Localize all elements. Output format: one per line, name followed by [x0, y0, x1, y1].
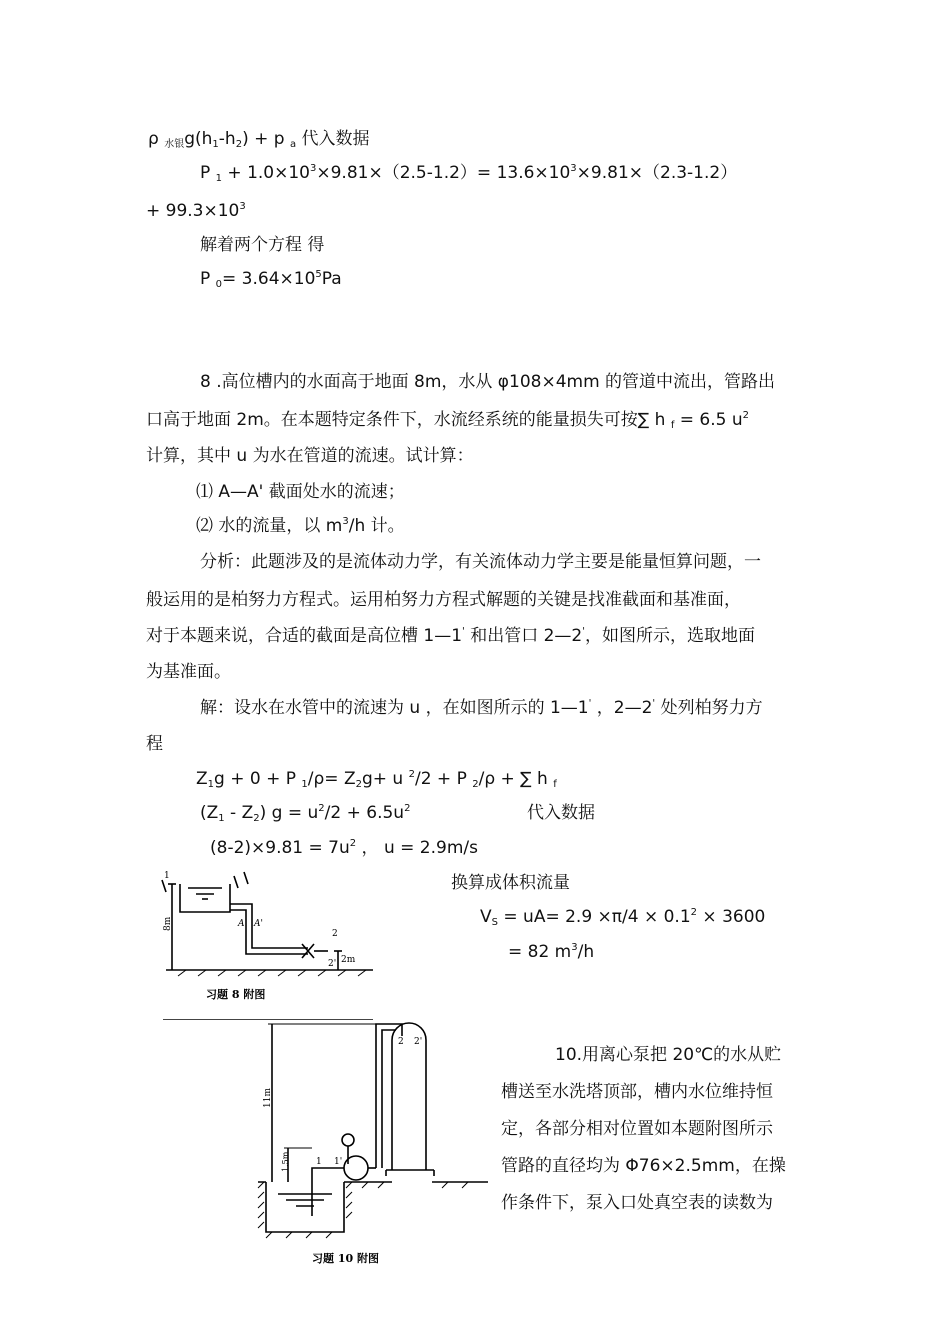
solution-line-1: 解：设水在水管中的流速为 u ，在如图所示的 1—1' ，2—2' 处列柏努力方 — [200, 698, 763, 718]
velocity-result: $(8-2)\times 9.81 = 7u^2$ ， u = 2.9m/s — [210, 838, 478, 858]
substitute-data-label: 代入数据 — [527, 803, 595, 823]
fig8-label-outlet-height: 2m — [341, 955, 356, 965]
formula-line-2: P $_1 + 1.0\times 10^3\times 9.81\times(2.5-1.2)= 13.6\times 10^3\times 9.81\times(2.3-1.2)$ — [200, 163, 738, 184]
problem-10-line-5: 作条件下，泵入口处真空表的读数为 — [501, 1193, 773, 1213]
fig8-label-1: 1 — [164, 871, 170, 881]
problem-10-line-4: 管路的直径均为 Φ76×2.5mm，在操 — [501, 1156, 786, 1176]
analysis-line-2: 般运用的是柏努力方程式。运用柏努力方程式解题的关键是找准截面和基准面， — [146, 590, 741, 610]
problem-8-line-2: 口高于地面 2m。在本题特定条件下，水流经系统的能量损失可按∑ h $_f$ = 6.5 $u^2$ — [146, 410, 749, 431]
solve-text: 解着两个方程 得 — [200, 235, 325, 255]
analysis-line-1: 分析：此题涉及的是流体动力学，有关流体动力学主要是能量恒算问题，一 — [200, 552, 761, 572]
figure-8-diagram — [148, 862, 388, 1022]
problem-10-line-2: 槽送至水洗塔顶部，槽内水位维持恒 — [501, 1082, 773, 1102]
result-p0: P $_0= 3.64\times 10^5Pa$ — [200, 269, 342, 290]
problem-8-item-1: ⑴ A—A' 截面处水的流速； — [196, 482, 405, 502]
fig10-label-2-prime: 2' — [414, 1037, 423, 1047]
fig10-caption: 习题 10 附图 — [312, 1252, 379, 1265]
problem-8-item-2: ⑵ 水的流量，以 $m^3/h$ 计。 — [196, 516, 405, 536]
problem-8-line-1: 8 .高位槽内的水面高于地面 8m，水从 φ108×4mm 的管道中流出，管路出 — [200, 372, 776, 392]
problem-8-line-3: 计算，其中 u 为水在管道的流速。试计算： — [146, 446, 474, 466]
figure-8 — [148, 862, 388, 1022]
problem-10-line-3: 定，各部分相对位置如本题附图所示 — [501, 1119, 773, 1139]
fig8-label-a-prime: A' — [254, 919, 263, 929]
fig10-label-1: 1 — [316, 1157, 322, 1167]
fig8-label-height: 8m — [163, 916, 173, 931]
formula-line-1: ρ $_{水银}g(h_1-h_2) + p$ $_a$ 代入数据 — [148, 129, 370, 150]
fig10-label-height: 11m — [263, 1088, 273, 1108]
fig10-label-1-prime: 1' — [334, 1157, 343, 1167]
formula-line-3: + $99.3\times 10^3$ — [146, 201, 246, 221]
fig8-caption: 习题 8 附图 — [206, 988, 266, 1001]
solution-line-2: 程 — [146, 734, 163, 754]
fig8-label-a: A — [238, 919, 245, 929]
fig8-label-2-prime: 2' — [328, 959, 337, 969]
analysis-line-4: 为基准面。 — [146, 662, 231, 682]
figure-10-diagram — [252, 1018, 492, 1268]
fig10-label-suction-height: 1.5m — [281, 1151, 290, 1172]
problem-10-line-1: 10.用离心泵把 20℃的水从贮 — [555, 1045, 782, 1065]
volume-flow-heading: 换算成体积流量 — [451, 873, 570, 893]
fig10-label-2: 2 — [398, 1037, 404, 1047]
volume-flow-formula: $V_S = uA= 2.9 \times\pi/4 \times 0.1^2 \times 3600$ — [480, 907, 766, 928]
bernoulli-equation: $Z_1g + 0 + P$ $_1/\rho= Z_2g+ u$ $^2$/2 + P $_2$/ρ + ∑ h $_f$ — [196, 769, 557, 790]
equation-substituted: $(Z_1 - Z_2) g = u^2/2 + 6.5u^2$ — [200, 803, 411, 824]
volume-flow-result: = 82 $m^3/h$ — [508, 942, 595, 962]
figure-10 — [252, 1018, 492, 1268]
fig8-label-2: 2 — [332, 929, 338, 939]
analysis-line-3: 对于本题来说，合适的截面是高位槽 1—1' 和出管口 2—2'，如图所示，选取地面 — [146, 626, 755, 646]
